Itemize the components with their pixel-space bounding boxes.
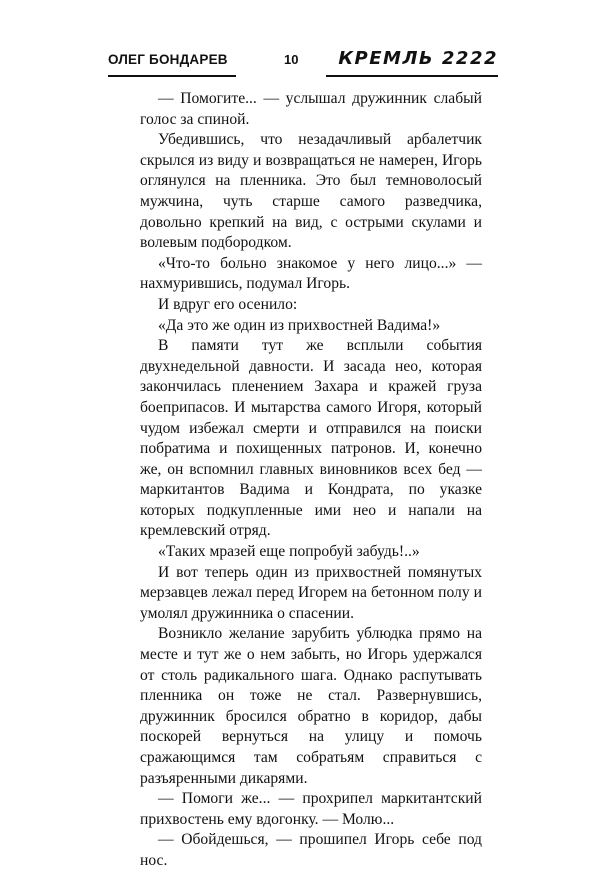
paragraph: — Помоги же... — прохрипел маркитантский прихвостень ему вдогонку. — Молю... [140, 790, 482, 828]
header-rule-left [108, 75, 236, 77]
book-title: КРЕМЛЬ 2222 [338, 48, 498, 69]
running-head [108, 40, 498, 80]
header-rule-right [326, 75, 498, 77]
paragraph: — Помогите... — услышал дружинник слабый голос за спиной. [140, 90, 482, 128]
paragraph: «Что-то больно знакомое у него лицо...» — нахмурившись, подумал Игорь. [140, 254, 482, 293]
paragraph: «Таких мразей еще попробуй забудь!..» [158, 543, 420, 561]
paragraph: И вот теперь один из прихвостней помянутых мерзавцев лежал перед Игорем на бетонном полу и умолял дружинника о спасении. [140, 563, 482, 622]
paragraph: Возникло желание зарубить ублюдка прямо на месте и тут же о нем забыть, но Игорь удержался от столь радикального шага. Однако распутывать пленника он тоже не стал. Развернувшись, дружинник бросился обратно в коридор, дабы поскорей вернуться на улицу и помочь сражающимся там собратьям справиться с разъяренными дикарями. [140, 625, 482, 787]
paragraph: И вдруг его осенило: [158, 295, 298, 313]
paragraph: «Да это же один из прихвостней Вадима!» [158, 316, 441, 334]
paragraph: — Обойдешься, — прошипел Игорь себе под нос. [140, 831, 482, 869]
paragraph: Убедившись, что незадачливый арбалетчик скрылся из виду и возвращаться не намерен, Игорь оглянулся на пленника. Это был темноволосый мужчина, чуть старше самого разведчика, довольно крепкий на вид, с острыми скулами и волевым подбородком. [140, 131, 482, 252]
body-text [140, 89, 482, 872]
paragraph: В памяти тут же всплыли события двухнедельной давности. И засада нео, которая закончилась пленением Захара и кражей груза боеприпасов. И мытарства самого Игоря, который чудом избежал смерти и отправился на поиски побратима и похищенных патронов. И, конечно же, он вспомнил главных виновников всех бед — маркитантов Вадима и Кондрата, по указке которых подкупленные ими нео и напали на кремлевский отряд. [140, 337, 482, 540]
page-number: 10 [284, 52, 299, 67]
author-name: ОЛЕГ БОНДАРЕВ [108, 52, 228, 67]
